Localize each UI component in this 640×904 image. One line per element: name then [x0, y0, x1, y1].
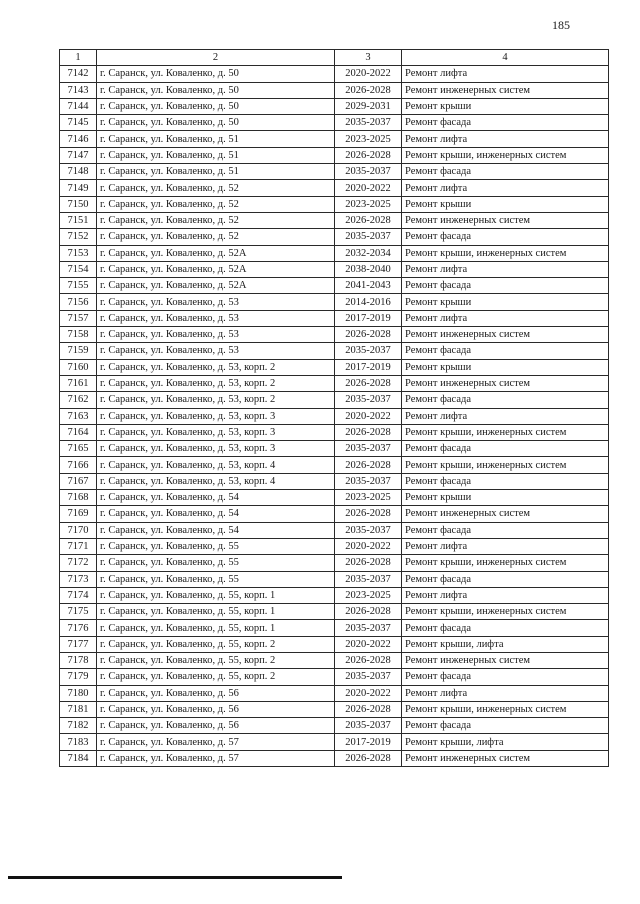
table-body — [60, 66, 609, 767]
row-number-cell: 7172 — [60, 555, 97, 571]
address-cell: г. Саранск, ул. Коваленко, д. 52А — [97, 245, 335, 261]
period-cell: 2026-2028 — [335, 652, 402, 668]
table-row — [60, 180, 609, 196]
table-row — [60, 473, 609, 489]
table-row — [60, 538, 609, 554]
row-number-cell: 7183 — [60, 734, 97, 750]
row-number-cell: 7142 — [60, 66, 97, 82]
work-type-cell: Ремонт лифта — [402, 310, 609, 326]
work-type-cell: Ремонт лифта — [402, 587, 609, 603]
work-type-cell: Ремонт лифта — [402, 180, 609, 196]
table-row — [60, 620, 609, 636]
period-cell: 2041-2043 — [335, 278, 402, 294]
table-row — [60, 701, 609, 717]
period-cell: 2026-2028 — [335, 604, 402, 620]
work-type-cell: Ремонт инженерных систем — [402, 327, 609, 343]
column-header-3: 3 — [335, 50, 402, 66]
row-number-cell: 7165 — [60, 441, 97, 457]
column-header-4: 4 — [402, 50, 609, 66]
period-cell: 2035-2037 — [335, 620, 402, 636]
period-cell: 2026-2028 — [335, 424, 402, 440]
address-cell: г. Саранск, ул. Коваленко, д. 53, корп. 4 — [97, 457, 335, 473]
work-type-cell: Ремонт крыши — [402, 359, 609, 375]
work-type-cell: Ремонт крыши, инженерных систем — [402, 245, 609, 261]
period-cell: 2020-2022 — [335, 66, 402, 82]
column-header-2: 2 — [97, 50, 335, 66]
address-cell: г. Саранск, ул. Коваленко, д. 55, корп. 2 — [97, 652, 335, 668]
row-number-cell: 7167 — [60, 473, 97, 489]
address-cell: г. Саранск, ул. Коваленко, д. 54 — [97, 490, 335, 506]
period-cell: 2017-2019 — [335, 359, 402, 375]
address-cell: г. Саранск, ул. Коваленко, д. 50 — [97, 66, 335, 82]
row-number-cell: 7161 — [60, 375, 97, 391]
period-cell: 2029-2031 — [335, 98, 402, 114]
table-row — [60, 212, 609, 228]
address-cell: г. Саранск, ул. Коваленко, д. 53, корп. 2 — [97, 392, 335, 408]
table-row — [60, 229, 609, 245]
row-number-cell: 7151 — [60, 212, 97, 228]
row-number-cell: 7180 — [60, 685, 97, 701]
work-type-cell: Ремонт лифта — [402, 66, 609, 82]
address-cell: г. Саранск, ул. Коваленко, д. 55, корп. 2 — [97, 636, 335, 652]
row-number-cell: 7146 — [60, 131, 97, 147]
work-type-cell: Ремонт крыши — [402, 196, 609, 212]
period-cell: 2026-2028 — [335, 82, 402, 98]
work-type-cell: Ремонт фасада — [402, 115, 609, 131]
row-number-cell: 7175 — [60, 604, 97, 620]
period-cell: 2035-2037 — [335, 115, 402, 131]
period-cell: 2035-2037 — [335, 392, 402, 408]
work-type-cell: Ремонт фасада — [402, 278, 609, 294]
row-number-cell: 7155 — [60, 278, 97, 294]
work-type-cell: Ремонт крыши, инженерных систем — [402, 424, 609, 440]
work-type-cell: Ремонт лифта — [402, 261, 609, 277]
row-number-cell: 7150 — [60, 196, 97, 212]
address-cell: г. Саранск, ул. Коваленко, д. 54 — [97, 522, 335, 538]
work-type-cell: Ремонт фасада — [402, 164, 609, 180]
period-cell: 2032-2034 — [335, 245, 402, 261]
table-row — [60, 408, 609, 424]
row-number-cell: 7157 — [60, 310, 97, 326]
table-row — [60, 636, 609, 652]
period-cell: 2035-2037 — [335, 571, 402, 587]
address-cell: г. Саранск, ул. Коваленко, д. 51 — [97, 164, 335, 180]
row-number-cell: 7147 — [60, 147, 97, 163]
table-row — [60, 278, 609, 294]
table-row — [60, 669, 609, 685]
table-row — [60, 66, 609, 82]
table-row — [60, 245, 609, 261]
table-row — [60, 441, 609, 457]
address-cell: г. Саранск, ул. Коваленко, д. 56 — [97, 685, 335, 701]
address-cell: г. Саранск, ул. Коваленко, д. 53, корп. 4 — [97, 473, 335, 489]
column-number-row — [60, 50, 609, 66]
table-row — [60, 587, 609, 603]
table-row — [60, 261, 609, 277]
table-row — [60, 147, 609, 163]
period-cell: 2026-2028 — [335, 212, 402, 228]
page-number: 185 — [552, 18, 570, 32]
work-type-cell: Ремонт крыши, инженерных систем — [402, 147, 609, 163]
row-number-cell: 7164 — [60, 424, 97, 440]
row-number-cell: 7152 — [60, 229, 97, 245]
address-cell: г. Саранск, ул. Коваленко, д. 52А — [97, 278, 335, 294]
address-cell: г. Саранск, ул. Коваленко, д. 55 — [97, 571, 335, 587]
table-row — [60, 522, 609, 538]
row-number-cell: 7176 — [60, 620, 97, 636]
period-cell: 2035-2037 — [335, 343, 402, 359]
work-type-cell: Ремонт инженерных систем — [402, 750, 609, 766]
row-number-cell: 7178 — [60, 652, 97, 668]
period-cell: 2026-2028 — [335, 457, 402, 473]
address-cell: г. Саранск, ул. Коваленко, д. 53, корп. 3 — [97, 408, 335, 424]
row-number-cell: 7149 — [60, 180, 97, 196]
period-cell: 2026-2028 — [335, 750, 402, 766]
work-type-cell: Ремонт лифта — [402, 131, 609, 147]
period-cell: 2020-2022 — [335, 636, 402, 652]
address-cell: г. Саранск, ул. Коваленко, д. 56 — [97, 701, 335, 717]
period-cell: 2026-2028 — [335, 506, 402, 522]
table-row — [60, 131, 609, 147]
period-cell: 2035-2037 — [335, 229, 402, 245]
work-type-cell: Ремонт фасада — [402, 571, 609, 587]
table-row — [60, 294, 609, 310]
period-cell: 2026-2028 — [335, 327, 402, 343]
work-type-cell: Ремонт инженерных систем — [402, 82, 609, 98]
work-type-cell: Ремонт лифта — [402, 685, 609, 701]
work-type-cell: Ремонт крыши — [402, 294, 609, 310]
work-type-cell: Ремонт крыши — [402, 490, 609, 506]
row-number-cell: 7181 — [60, 701, 97, 717]
table-row — [60, 571, 609, 587]
table-row — [60, 734, 609, 750]
row-number-cell: 7166 — [60, 457, 97, 473]
work-type-cell: Ремонт лифта — [402, 408, 609, 424]
period-cell: 2023-2025 — [335, 490, 402, 506]
row-number-cell: 7163 — [60, 408, 97, 424]
work-type-cell: Ремонт крыши, лифта — [402, 734, 609, 750]
address-cell: г. Саранск, ул. Коваленко, д. 52 — [97, 212, 335, 228]
address-cell: г. Саранск, ул. Коваленко, д. 53 — [97, 343, 335, 359]
row-number-cell: 7173 — [60, 571, 97, 587]
row-number-cell: 7148 — [60, 164, 97, 180]
address-cell: г. Саранск, ул. Коваленко, д. 51 — [97, 147, 335, 163]
address-cell: г. Саранск, ул. Коваленко, д. 50 — [97, 82, 335, 98]
row-number-cell: 7174 — [60, 587, 97, 603]
period-cell: 2035-2037 — [335, 522, 402, 538]
address-cell: г. Саранск, ул. Коваленко, д. 53 — [97, 327, 335, 343]
address-cell: г. Саранск, ул. Коваленко, д. 57 — [97, 734, 335, 750]
row-number-cell: 7156 — [60, 294, 97, 310]
work-type-cell: Ремонт фасада — [402, 718, 609, 734]
table-row — [60, 718, 609, 734]
address-cell: г. Саранск, ул. Коваленко, д. 56 — [97, 718, 335, 734]
scan-edge-line — [8, 876, 342, 879]
row-number-cell: 7153 — [60, 245, 97, 261]
row-number-cell: 7160 — [60, 359, 97, 375]
period-cell: 2023-2025 — [335, 131, 402, 147]
table-row — [60, 652, 609, 668]
table-row — [60, 98, 609, 114]
work-type-cell: Ремонт инженерных систем — [402, 212, 609, 228]
table-row — [60, 327, 609, 343]
table-row — [60, 685, 609, 701]
address-cell: г. Саранск, ул. Коваленко, д. 55, корп. 1 — [97, 604, 335, 620]
work-type-cell: Ремонт крыши — [402, 98, 609, 114]
period-cell: 2026-2028 — [335, 147, 402, 163]
table-row — [60, 359, 609, 375]
row-number-cell: 7154 — [60, 261, 97, 277]
row-number-cell: 7184 — [60, 750, 97, 766]
period-cell: 2020-2022 — [335, 180, 402, 196]
period-cell: 2035-2037 — [335, 718, 402, 734]
table-row — [60, 555, 609, 571]
work-type-cell: Ремонт фасада — [402, 669, 609, 685]
address-cell: г. Саранск, ул. Коваленко, д. 50 — [97, 115, 335, 131]
period-cell: 2026-2028 — [335, 555, 402, 571]
work-type-cell: Ремонт фасада — [402, 343, 609, 359]
period-cell: 2017-2019 — [335, 734, 402, 750]
work-type-cell: Ремонт инженерных систем — [402, 375, 609, 391]
row-number-cell: 7169 — [60, 506, 97, 522]
table-row — [60, 490, 609, 506]
period-cell: 2035-2037 — [335, 441, 402, 457]
table-row — [60, 506, 609, 522]
row-number-cell: 7158 — [60, 327, 97, 343]
address-cell: г. Саранск, ул. Коваленко, д. 55, корп. 1 — [97, 620, 335, 636]
repair-schedule-table — [59, 49, 609, 767]
address-cell: г. Саранск, ул. Коваленко, д. 57 — [97, 750, 335, 766]
work-type-cell: Ремонт крыши, инженерных систем — [402, 555, 609, 571]
address-cell: г. Саранск, ул. Коваленко, д. 53, корп. 3 — [97, 424, 335, 440]
period-cell: 2035-2037 — [335, 473, 402, 489]
address-cell: г. Саранск, ул. Коваленко, д. 53 — [97, 310, 335, 326]
work-type-cell: Ремонт фасада — [402, 620, 609, 636]
table-row — [60, 750, 609, 766]
table-row — [60, 604, 609, 620]
work-type-cell: Ремонт крыши, инженерных систем — [402, 457, 609, 473]
address-cell: г. Саранск, ул. Коваленко, д. 51 — [97, 131, 335, 147]
table-row — [60, 392, 609, 408]
row-number-cell: 7162 — [60, 392, 97, 408]
period-cell: 2023-2025 — [335, 587, 402, 603]
table-row — [60, 343, 609, 359]
address-cell: г. Саранск, ул. Коваленко, д. 53 — [97, 294, 335, 310]
period-cell: 2017-2019 — [335, 310, 402, 326]
work-type-cell: Ремонт крыши, инженерных систем — [402, 604, 609, 620]
table-row — [60, 457, 609, 473]
period-cell: 2020-2022 — [335, 408, 402, 424]
address-cell: г. Саранск, ул. Коваленко, д. 55 — [97, 555, 335, 571]
table-row — [60, 82, 609, 98]
period-cell: 2014-2016 — [335, 294, 402, 310]
address-cell: г. Саранск, ул. Коваленко, д. 50 — [97, 98, 335, 114]
address-cell: г. Саранск, ул. Коваленко, д. 55, корп. 1 — [97, 587, 335, 603]
work-type-cell: Ремонт инженерных систем — [402, 652, 609, 668]
table-row — [60, 164, 609, 180]
column-header-1: 1 — [60, 50, 97, 66]
period-cell: 2023-2025 — [335, 196, 402, 212]
row-number-cell: 7145 — [60, 115, 97, 131]
row-number-cell: 7179 — [60, 669, 97, 685]
period-cell: 2035-2037 — [335, 164, 402, 180]
address-cell: г. Саранск, ул. Коваленко, д. 55, корп. 2 — [97, 669, 335, 685]
address-cell: г. Саранск, ул. Коваленко, д. 53, корп. 2 — [97, 359, 335, 375]
period-cell: 2026-2028 — [335, 375, 402, 391]
address-cell: г. Саранск, ул. Коваленко, д. 52 — [97, 180, 335, 196]
address-cell: г. Саранск, ул. Коваленко, д. 53, корп. 3 — [97, 441, 335, 457]
work-type-cell: Ремонт фасада — [402, 392, 609, 408]
row-number-cell: 7171 — [60, 538, 97, 554]
period-cell: 2035-2037 — [335, 669, 402, 685]
work-type-cell: Ремонт фасада — [402, 473, 609, 489]
row-number-cell: 7168 — [60, 490, 97, 506]
period-cell: 2020-2022 — [335, 538, 402, 554]
period-cell: 2038-2040 — [335, 261, 402, 277]
row-number-cell: 7177 — [60, 636, 97, 652]
address-cell: г. Саранск, ул. Коваленко, д. 52А — [97, 261, 335, 277]
period-cell: 2020-2022 — [335, 685, 402, 701]
address-cell: г. Саранск, ул. Коваленко, д. 52 — [97, 196, 335, 212]
table-row — [60, 375, 609, 391]
work-type-cell: Ремонт фасада — [402, 522, 609, 538]
row-number-cell: 7170 — [60, 522, 97, 538]
table-row — [60, 310, 609, 326]
work-type-cell: Ремонт крыши, лифта — [402, 636, 609, 652]
work-type-cell: Ремонт крыши, инженерных систем — [402, 701, 609, 717]
table-row — [60, 115, 609, 131]
work-type-cell: Ремонт инженерных систем — [402, 506, 609, 522]
period-cell: 2026-2028 — [335, 701, 402, 717]
row-number-cell: 7159 — [60, 343, 97, 359]
work-type-cell: Ремонт фасада — [402, 441, 609, 457]
address-cell: г. Саранск, ул. Коваленко, д. 55 — [97, 538, 335, 554]
table-row — [60, 196, 609, 212]
row-number-cell: 7143 — [60, 82, 97, 98]
work-type-cell: Ремонт лифта — [402, 538, 609, 554]
address-cell: г. Саранск, ул. Коваленко, д. 54 — [97, 506, 335, 522]
row-number-cell: 7144 — [60, 98, 97, 114]
table-row — [60, 424, 609, 440]
address-cell: г. Саранск, ул. Коваленко, д. 53, корп. 2 — [97, 375, 335, 391]
row-number-cell: 7182 — [60, 718, 97, 734]
address-cell: г. Саранск, ул. Коваленко, д. 52 — [97, 229, 335, 245]
work-type-cell: Ремонт фасада — [402, 229, 609, 245]
